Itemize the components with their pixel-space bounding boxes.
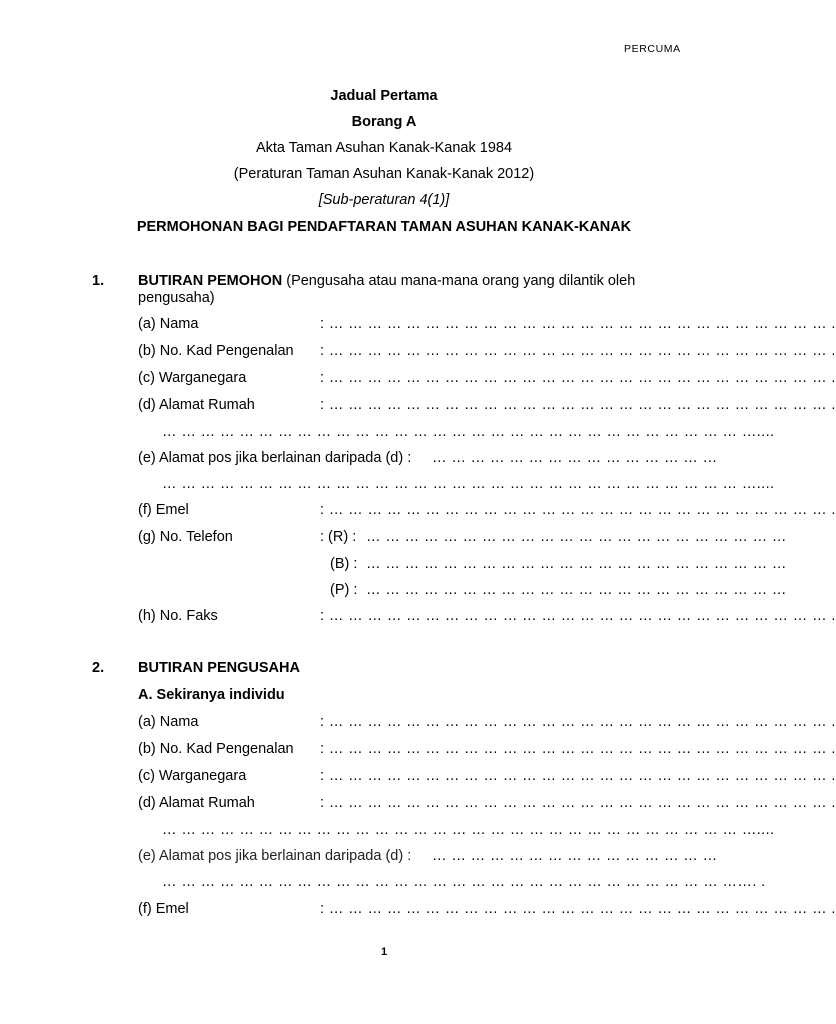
s2-field-name-label: (a) Nama bbox=[138, 714, 199, 730]
s2-field-postal-cont[interactable]: … … … … … … … … … … … … … … … … … … … … … … … … … … … … … ……. . bbox=[162, 874, 766, 890]
section1-heading: BUTIRAN PEMOHON bbox=[138, 273, 283, 289]
section2-subheading: A. Sekiranya individu bbox=[138, 687, 285, 703]
schedule-title: Jadual Pertama bbox=[330, 88, 438, 104]
section2-heading: BUTIRAN PENGUSAHA bbox=[138, 660, 300, 676]
s2-field-address-label: (d) Alamat Rumah bbox=[138, 795, 255, 811]
s1-field-email-blank[interactable]: : … … … … … … … … … … … … … … … … … … … … … … … … … … . bbox=[320, 502, 836, 518]
form-title: Borang A bbox=[351, 114, 417, 130]
section1-heading-note2: pengusaha) bbox=[138, 290, 215, 306]
s1-phone-mobile-blank[interactable]: … … … … … … … … … … … … … … … … … … … … … … bbox=[366, 582, 787, 598]
s1-field-fax-label: (h) No. Faks bbox=[138, 608, 218, 624]
s2-field-postal-label: (e) Alamat pos jika berlainan daripada (d) : bbox=[138, 848, 412, 864]
s2-field-citizenship-blank[interactable]: : … … … … … … … … … … … … … … … … … … … … … … … … … … . bbox=[320, 768, 836, 784]
s1-field-address-cont[interactable]: … … … … … … … … … … … … … … … … … … … … … … … … … … … … … … ….... bbox=[162, 424, 775, 440]
s1-phone-home-label: : (R) : bbox=[320, 529, 357, 545]
section1-heading-note: (Pengusaha atau mana-mana orang yang dilantik oleh bbox=[286, 273, 636, 289]
s1-field-fax-blank[interactable]: : … … … … … … … … … … … … … … … … … … … … … … … … … … . bbox=[320, 608, 836, 624]
s1-field-phone-label: (g) No. Telefon bbox=[138, 529, 233, 545]
s2-field-citizenship-label: (c) Warganegara bbox=[138, 768, 247, 784]
section1-number: 1. bbox=[92, 273, 105, 289]
regulation-title: (Peraturan Taman Asuhan Kanak-Kanak 2012) bbox=[233, 166, 535, 182]
s1-field-postal-cont[interactable]: … … … … … … … … … … … … … … … … … … … … … … … … … … … … … … ….... bbox=[162, 476, 775, 492]
s2-field-email-blank[interactable]: : … … … … … … … … … … … … … … … … … … … … … … … … … … . bbox=[320, 901, 836, 917]
s1-field-citizenship-blank[interactable]: : … … … … … … … … … … … … … … … … … … … … … … … … … … . bbox=[320, 370, 836, 386]
s1-field-address-blank[interactable]: : … … … … … … … … … … … … … … … … … … … … … … … … … … . bbox=[320, 397, 836, 413]
s1-field-name-blank[interactable]: : … … … … … … … … … … … … … … … … … … … … … … … … … … . bbox=[320, 316, 836, 332]
s2-field-ic-blank[interactable]: : … … … … … … … … … … … … … … … … … … … … … … … … … … . bbox=[320, 741, 836, 757]
s1-field-ic-blank[interactable]: : … … … … … … … … … … … … … … … … … … … … … … … … … … . bbox=[320, 343, 836, 359]
s2-field-email-label: (f) Emel bbox=[138, 901, 189, 917]
s2-field-name-blank[interactable]: : … … … … … … … … … … … … … … … … … … … … … … … … … … . bbox=[320, 714, 836, 730]
free-label: PERCUMA bbox=[624, 43, 681, 55]
s1-field-ic-label: (b) No. Kad Pengenalan bbox=[138, 343, 294, 359]
s1-phone-mobile-label: (P) : bbox=[330, 582, 358, 598]
section2-number: 2. bbox=[92, 660, 105, 676]
s1-phone-home-blank[interactable]: … … … … … … … … … … … … … … … … … … … … … … bbox=[366, 529, 787, 545]
s1-phone-office-blank[interactable]: … … … … … … … … … … … … … … … … … … … … … … bbox=[366, 556, 787, 572]
page-number: 1 bbox=[380, 946, 388, 958]
s1-field-postal-label: (e) Alamat pos jika berlainan daripada (d) : bbox=[138, 450, 412, 466]
s2-field-postal-blank[interactable]: … … … … … … … … … … … … … … … bbox=[432, 848, 718, 864]
s1-field-email-label: (f) Emel bbox=[138, 502, 189, 518]
s2-field-ic-label: (b) No. Kad Pengenalan bbox=[138, 741, 294, 757]
s1-field-postal-blank[interactable]: … … … … … … … … … … … … … … … bbox=[432, 450, 718, 466]
s1-field-citizenship-label: (c) Warganegara bbox=[138, 370, 247, 386]
section1-heading-line bbox=[138, 273, 635, 289]
s1-phone-office-label: (B) : bbox=[330, 556, 358, 572]
subregulation: [Sub-peraturan 4(1)] bbox=[318, 192, 450, 208]
s2-field-address-blank[interactable]: : … … … … … … … … … … … … … … … … … … … … … … … … … … . bbox=[320, 795, 836, 811]
s1-field-name-label: (a) Nama bbox=[138, 316, 199, 332]
s1-field-address-label: (d) Alamat Rumah bbox=[138, 397, 255, 413]
main-heading: PERMOHONAN BAGI PENDAFTARAN TAMAN ASUHAN KANAK-KANAK bbox=[136, 219, 632, 235]
act-title: Akta Taman Asuhan Kanak-Kanak 1984 bbox=[255, 140, 513, 156]
s2-field-address-cont[interactable]: … … … … … … … … … … … … … … … … … … … … … … … … … … … … … … ….... bbox=[162, 822, 775, 838]
